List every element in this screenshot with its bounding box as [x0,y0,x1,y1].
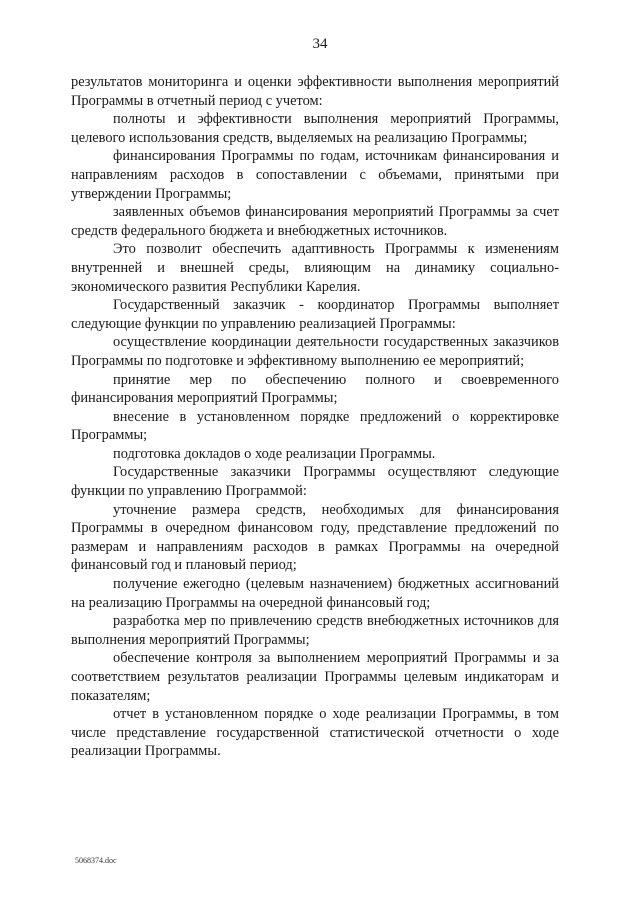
paragraph-declared-volumes: заявленных объемов финансирования мероприятий Программы за счет средств федерального бюджета и внебюджетных источников. [71,204,559,239]
paragraph-completeness: полноты и эффективности выполнения мероприятий Программы, целевого использования средств, выделяемых на реализацию Программы; [71,111,559,146]
paragraph-reports: подготовка докладов о ходе реализации Программы. [113,445,436,462]
document-body [71,73,559,761]
paragraph-extra-budget: разработка мер по привлечению средств внебюджетных источников для выполнения мероприятий Программы; [71,613,559,648]
paragraph-funding-measures: принятие мер по обеспечению полного и своевременного финансирования мероприятий Программы; [71,371,559,407]
paragraph-coordinator-functions: Государственный заказчик - координатор Программы выполняет следующие функции по управлению реализацией Программы: [71,297,559,332]
paragraph-funding-refinement: уточнение размера средств, необходимых для финансирования Программы в очередном финансовом году, представление предложений по размерам и направлениям расходов в рамках Программы на очередной финансовый год и плановый период; [71,501,559,574]
paragraph-adaptivity: Это позволит обеспечить адаптивность Программы к изменениям внутренней и внешней среды, влияющим на динамику социально-экономического развития Республики Карелия. [71,241,559,295]
paragraph-corrections: внесение в установленном порядке предложений о корректировке Программы; [71,408,559,444]
document-file-code: 5068374.doc [75,856,117,865]
paragraph-monitoring-intro: результатов мониторинга и оценки эффективности выполнения мероприятий Программы в отчетный период с учетом: [71,74,559,109]
page-number: 34 [312,36,328,52]
paragraph-customers-functions: Государственные заказчики Программы осуществляют следующие функции по управлению Программой: [71,464,559,500]
paragraph-statistical-report: отчет в установленном порядке о ходе реализации Программы, в том числе представление государственной статистической отчетности о ходе реализации Программы. [71,706,559,760]
paragraph-coordination: осуществление координации деятельности государственных заказчиков Программы по подготовке и эффективному выполнению ее мероприятий; [71,334,559,369]
paragraph-control: обеспечение контроля за выполнением мероприятий Программы и за соответствием результатов реализации Программы целевым индикаторам и показателям; [71,650,559,704]
paragraph-financing-years: финансирования Программы по годам, источникам финансирования и направлениям расходов в сопоставлении с объемами, принятыми при утверждении Программы; [71,148,559,202]
paragraph-budget-allocations: получение ежегодно (целевым назначением) бюджетных ассигнований на реализацию Программы на очередной финансовый год; [71,576,559,611]
